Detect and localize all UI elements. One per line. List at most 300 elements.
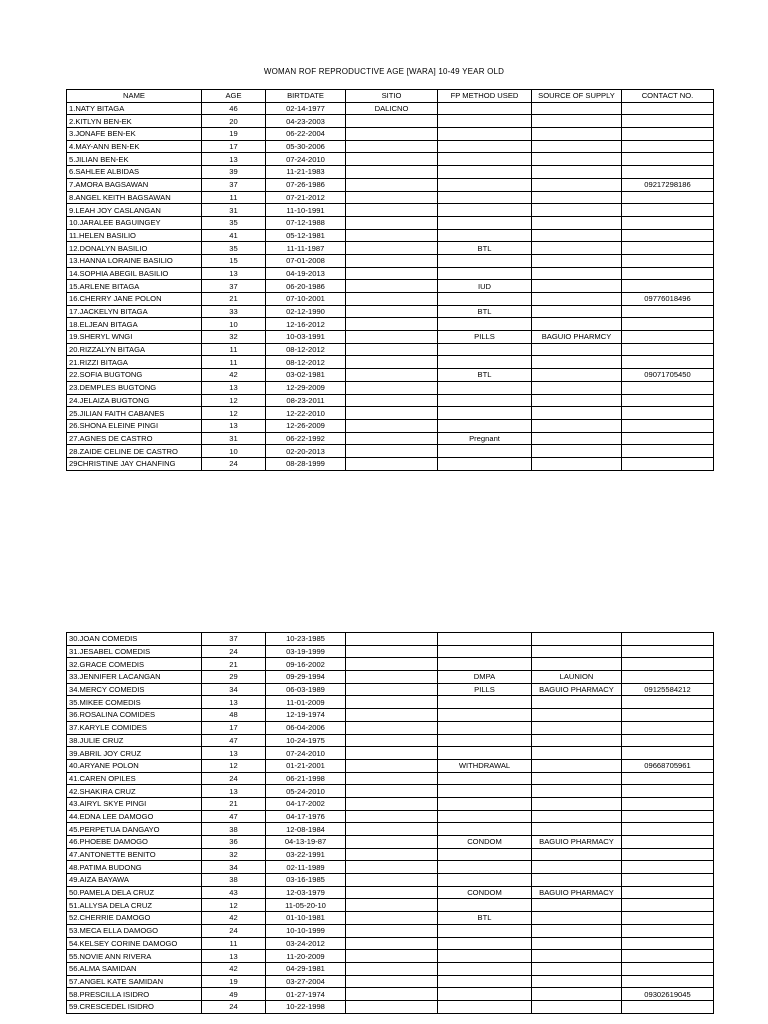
cell-source-of-supply: BAGUIO PHARMACY xyxy=(532,886,622,899)
cell-sitio xyxy=(346,432,438,445)
cell-contact-no: 09776018496 xyxy=(622,293,714,306)
cell-sitio xyxy=(346,178,438,191)
table-row xyxy=(67,153,714,166)
cell-source-of-supply xyxy=(532,696,622,709)
cell-age: 31 xyxy=(202,204,266,217)
cell-sitio xyxy=(346,696,438,709)
cell-contact-no xyxy=(622,975,714,988)
cell-sitio xyxy=(346,115,438,128)
cell-name: 54.KELSEY CORINE DAMOGO xyxy=(67,937,202,950)
cell-sitio xyxy=(346,772,438,785)
cell-age: 17 xyxy=(202,140,266,153)
cell-name: 23.DEMPLES BUGTONG xyxy=(67,381,202,394)
cell-age: 13 xyxy=(202,381,266,394)
table-row xyxy=(67,747,714,760)
cell-source-of-supply xyxy=(532,254,622,267)
cell-contact-no xyxy=(622,407,714,420)
table-row xyxy=(67,381,714,394)
cell-name: 7.AMORA BAGSAWAN xyxy=(67,178,202,191)
cell-name: 4.MAY-ANN BEN-EK xyxy=(67,140,202,153)
cell-contact-no xyxy=(622,1000,714,1013)
cell-sitio xyxy=(346,658,438,671)
cell-source-of-supply xyxy=(532,797,622,810)
table-row xyxy=(67,658,714,671)
cell-fp-method xyxy=(438,823,532,836)
cell-age: 13 xyxy=(202,785,266,798)
header-age: AGE xyxy=(202,90,266,103)
cell-source-of-supply xyxy=(532,280,622,293)
table-row xyxy=(67,191,714,204)
cell-fp-method xyxy=(438,721,532,734)
cell-age: 13 xyxy=(202,696,266,709)
cell-age: 17 xyxy=(202,721,266,734)
cell-source-of-supply xyxy=(532,407,622,420)
cell-birthdate: 06-21-1998 xyxy=(266,772,346,785)
cell-source-of-supply xyxy=(532,394,622,407)
cell-contact-no xyxy=(622,229,714,242)
cell-contact-no xyxy=(622,381,714,394)
cell-sitio: DALICNO xyxy=(346,102,438,115)
cell-fp-method: CONDOM xyxy=(438,886,532,899)
cell-fp-method xyxy=(438,962,532,975)
table-row xyxy=(67,254,714,267)
cell-source-of-supply xyxy=(532,810,622,823)
cell-name: 3.JONAFE BEN-EK xyxy=(67,128,202,141)
cell-source-of-supply xyxy=(532,899,622,912)
cell-fp-method xyxy=(438,381,532,394)
table-row xyxy=(67,823,714,836)
table-row xyxy=(67,419,714,432)
table-row xyxy=(67,1000,714,1013)
cell-age: 32 xyxy=(202,331,266,344)
cell-source-of-supply xyxy=(532,975,622,988)
cell-fp-method: DMPA xyxy=(438,671,532,684)
cell-contact-no xyxy=(622,242,714,255)
cell-contact-no xyxy=(622,823,714,836)
wara-table-page2 xyxy=(66,632,714,1014)
table-row xyxy=(67,343,714,356)
table-row xyxy=(67,861,714,874)
cell-name: 2.KITLYN BEN-EK xyxy=(67,115,202,128)
table-row xyxy=(67,924,714,937)
cell-fp-method xyxy=(438,797,532,810)
cell-age: 35 xyxy=(202,216,266,229)
cell-fp-method xyxy=(438,102,532,115)
cell-name: 48.PATIMA BUDONG xyxy=(67,861,202,874)
table-row xyxy=(67,671,714,684)
cell-name: 33.JENNIFER LACANGAN xyxy=(67,671,202,684)
cell-contact-no xyxy=(622,721,714,734)
cell-age: 21 xyxy=(202,797,266,810)
cell-age: 12 xyxy=(202,759,266,772)
cell-source-of-supply xyxy=(532,419,622,432)
table-row xyxy=(67,899,714,912)
cell-birthdate: 05-30-2006 xyxy=(266,140,346,153)
cell-age: 37 xyxy=(202,633,266,646)
cell-sitio xyxy=(346,633,438,646)
cell-fp-method xyxy=(438,734,532,747)
cell-age: 24 xyxy=(202,772,266,785)
cell-fp-method xyxy=(438,343,532,356)
header-birthdate: BIRTDATE xyxy=(266,90,346,103)
table-row xyxy=(67,128,714,141)
cell-contact-no xyxy=(622,128,714,141)
header-source-of-supply: SOURCE OF SUPPLY xyxy=(532,90,622,103)
cell-source-of-supply xyxy=(532,785,622,798)
cell-fp-method xyxy=(438,394,532,407)
cell-name: 21.RIZZI BITAGA xyxy=(67,356,202,369)
cell-fp-method xyxy=(438,1000,532,1013)
cell-sitio xyxy=(346,721,438,734)
cell-age: 34 xyxy=(202,683,266,696)
cell-sitio xyxy=(346,419,438,432)
cell-name: 36.ROSALINA COMIDES xyxy=(67,709,202,722)
cell-sitio xyxy=(346,229,438,242)
cell-sitio xyxy=(346,191,438,204)
cell-sitio xyxy=(346,899,438,912)
cell-birthdate: 11-21-1983 xyxy=(266,166,346,179)
table-row xyxy=(67,734,714,747)
cell-fp-method xyxy=(438,191,532,204)
cell-name: 27.AGNES DE CASTRO xyxy=(67,432,202,445)
cell-name: 11.HELEN BASILIO xyxy=(67,229,202,242)
cell-age: 38 xyxy=(202,823,266,836)
cell-name: 18.ELJEAN BITAGA xyxy=(67,318,202,331)
cell-source-of-supply xyxy=(532,343,622,356)
cell-age: 11 xyxy=(202,191,266,204)
cell-name: 49.AIZA BAYAWA xyxy=(67,874,202,887)
cell-birthdate: 12-16-2012 xyxy=(266,318,346,331)
cell-age: 46 xyxy=(202,102,266,115)
cell-fp-method: PILLS xyxy=(438,331,532,344)
cell-contact-no xyxy=(622,343,714,356)
cell-contact-no xyxy=(622,267,714,280)
cell-name: 19.SHERYL WNGI xyxy=(67,331,202,344)
cell-source-of-supply: BAGUIO PHARMACY xyxy=(532,683,622,696)
cell-sitio xyxy=(346,645,438,658)
cell-contact-no xyxy=(622,810,714,823)
cell-contact-no xyxy=(622,191,714,204)
cell-birthdate: 03-27-2004 xyxy=(266,975,346,988)
table-row xyxy=(67,962,714,975)
cell-fp-method xyxy=(438,709,532,722)
cell-age: 36 xyxy=(202,836,266,849)
cell-name: 39.ABRIL JOY CRUZ xyxy=(67,747,202,760)
cell-fp-method xyxy=(438,457,532,470)
cell-name: 1.NATY BITAGA xyxy=(67,102,202,115)
cell-sitio xyxy=(346,912,438,925)
cell-birthdate: 12-22-2010 xyxy=(266,407,346,420)
cell-contact-no xyxy=(622,658,714,671)
cell-contact-no xyxy=(622,445,714,458)
cell-name: 52.CHERRIE DAMOGO xyxy=(67,912,202,925)
cell-source-of-supply xyxy=(532,937,622,950)
cell-name: 26.SHONA ELEINE PINGI xyxy=(67,419,202,432)
cell-name: 29CHRISTINE JAY CHANFING xyxy=(67,457,202,470)
table-row xyxy=(67,432,714,445)
cell-fp-method xyxy=(438,115,532,128)
cell-birthdate: 04-13-19-87 xyxy=(266,836,346,849)
cell-source-of-supply xyxy=(532,293,622,306)
cell-source-of-supply xyxy=(532,102,622,115)
cell-name: 55.NOVIE ANN RIVERA xyxy=(67,950,202,963)
cell-fp-method xyxy=(438,633,532,646)
table-row xyxy=(67,178,714,191)
cell-contact-no xyxy=(622,924,714,937)
cell-sitio xyxy=(346,128,438,141)
cell-fp-method: BTL xyxy=(438,242,532,255)
cell-source-of-supply xyxy=(532,1000,622,1013)
cell-fp-method xyxy=(438,658,532,671)
cell-fp-method: IUD xyxy=(438,280,532,293)
cell-contact-no xyxy=(622,950,714,963)
table-row xyxy=(67,140,714,153)
wara-table-page1 xyxy=(66,89,714,471)
cell-name: 14.SOPHIA ABEGIL BASILIO xyxy=(67,267,202,280)
cell-name: 58.PRESCILLA ISIDRO xyxy=(67,988,202,1001)
cell-source-of-supply xyxy=(532,772,622,785)
cell-contact-no xyxy=(622,204,714,217)
cell-source-of-supply: LAUNION xyxy=(532,671,622,684)
cell-birthdate: 03-24-2012 xyxy=(266,937,346,950)
table-row xyxy=(67,305,714,318)
cell-name: 47.ANTONETTE BENITO xyxy=(67,848,202,861)
cell-fp-method xyxy=(438,318,532,331)
cell-sitio xyxy=(346,683,438,696)
cell-source-of-supply xyxy=(532,204,622,217)
cell-name: 8.ANGEL KEITH BAGSAWAN xyxy=(67,191,202,204)
cell-source-of-supply xyxy=(532,823,622,836)
cell-contact-no xyxy=(622,848,714,861)
cell-sitio xyxy=(346,166,438,179)
cell-sitio xyxy=(346,962,438,975)
cell-source-of-supply xyxy=(532,950,622,963)
cell-contact-no xyxy=(622,305,714,318)
cell-contact-no xyxy=(622,785,714,798)
cell-fp-method xyxy=(438,216,532,229)
cell-age: 19 xyxy=(202,975,266,988)
cell-name: 43.AIRYL SKYE PINGI xyxy=(67,797,202,810)
cell-contact-no xyxy=(622,962,714,975)
table-row xyxy=(67,988,714,1001)
cell-sitio xyxy=(346,267,438,280)
cell-contact-no: 09071705450 xyxy=(622,369,714,382)
cell-source-of-supply: BAGUIO PHARMCY xyxy=(532,331,622,344)
cell-sitio xyxy=(346,293,438,306)
cell-name: 25.JILIAN FAITH CABANES xyxy=(67,407,202,420)
cell-source-of-supply xyxy=(532,924,622,937)
table-row xyxy=(67,115,714,128)
cell-sitio xyxy=(346,861,438,874)
cell-fp-method: PILLS xyxy=(438,683,532,696)
cell-source-of-supply xyxy=(532,988,622,1001)
table-row xyxy=(67,293,714,306)
cell-age: 11 xyxy=(202,343,266,356)
cell-age: 34 xyxy=(202,861,266,874)
cell-source-of-supply xyxy=(532,962,622,975)
table-row xyxy=(67,242,714,255)
table-row xyxy=(67,407,714,420)
cell-fp-method: BTL xyxy=(438,912,532,925)
cell-fp-method xyxy=(438,254,532,267)
cell-birthdate: 07-24-2010 xyxy=(266,747,346,760)
cell-contact-no xyxy=(622,886,714,899)
cell-age: 10 xyxy=(202,318,266,331)
cell-birthdate: 11-11-1987 xyxy=(266,242,346,255)
cell-contact-no xyxy=(622,709,714,722)
cell-name: 30.JOAN COMEDIS xyxy=(67,633,202,646)
cell-fp-method xyxy=(438,356,532,369)
cell-age: 13 xyxy=(202,747,266,760)
cell-source-of-supply xyxy=(532,721,622,734)
table-row xyxy=(67,886,714,899)
cell-contact-no xyxy=(622,874,714,887)
cell-sitio xyxy=(346,153,438,166)
cell-birthdate: 11-10-1991 xyxy=(266,204,346,217)
table-row xyxy=(67,937,714,950)
cell-age: 24 xyxy=(202,1000,266,1013)
cell-birthdate: 07-12-1988 xyxy=(266,216,346,229)
cell-source-of-supply xyxy=(532,242,622,255)
table-row xyxy=(67,874,714,887)
cell-birthdate: 06-04-2006 xyxy=(266,721,346,734)
cell-age: 43 xyxy=(202,886,266,899)
cell-fp-method xyxy=(438,988,532,1001)
cell-name: 9.LEAH JOY CASLANGAN xyxy=(67,204,202,217)
cell-source-of-supply xyxy=(532,305,622,318)
cell-birthdate: 04-23-2003 xyxy=(266,115,346,128)
cell-birthdate: 08-28-1999 xyxy=(266,457,346,470)
cell-fp-method xyxy=(438,445,532,458)
cell-birthdate: 04-17-2002 xyxy=(266,797,346,810)
table-row xyxy=(67,331,714,344)
cell-fp-method xyxy=(438,899,532,912)
cell-sitio xyxy=(346,937,438,950)
cell-birthdate: 12-08-1984 xyxy=(266,823,346,836)
cell-source-of-supply xyxy=(532,861,622,874)
cell-name: 34.MERCY COMEDIS xyxy=(67,683,202,696)
header-name: NAME xyxy=(67,90,202,103)
cell-sitio xyxy=(346,810,438,823)
cell-age: 13 xyxy=(202,153,266,166)
cell-sitio xyxy=(346,785,438,798)
cell-fp-method xyxy=(438,204,532,217)
cell-fp-method xyxy=(438,874,532,887)
cell-sitio xyxy=(346,356,438,369)
cell-source-of-supply xyxy=(532,457,622,470)
cell-age: 15 xyxy=(202,254,266,267)
cell-age: 35 xyxy=(202,242,266,255)
cell-age: 42 xyxy=(202,962,266,975)
cell-name: 59.CRESCEDEL ISIDRO xyxy=(67,1000,202,1013)
cell-age: 47 xyxy=(202,810,266,823)
cell-fp-method xyxy=(438,772,532,785)
cell-age: 12 xyxy=(202,407,266,420)
cell-fp-method: WITHDRAWAL xyxy=(438,759,532,772)
cell-age: 10 xyxy=(202,445,266,458)
cell-sitio xyxy=(346,975,438,988)
cell-birthdate: 10-23-1985 xyxy=(266,633,346,646)
cell-birthdate: 06-22-2004 xyxy=(266,128,346,141)
cell-contact-no xyxy=(622,153,714,166)
cell-contact-no xyxy=(622,937,714,950)
cell-sitio xyxy=(346,216,438,229)
table-row xyxy=(67,645,714,658)
cell-fp-method xyxy=(438,178,532,191)
cell-fp-method xyxy=(438,267,532,280)
cell-contact-no xyxy=(622,645,714,658)
cell-age: 37 xyxy=(202,178,266,191)
table-row xyxy=(67,457,714,470)
cell-birthdate: 07-01-2008 xyxy=(266,254,346,267)
cell-name: 40.ARYANE POLON xyxy=(67,759,202,772)
cell-sitio xyxy=(346,242,438,255)
cell-sitio xyxy=(346,924,438,937)
cell-source-of-supply xyxy=(532,318,622,331)
cell-birthdate: 10-22-1998 xyxy=(266,1000,346,1013)
cell-sitio xyxy=(346,305,438,318)
cell-contact-no xyxy=(622,280,714,293)
cell-fp-method: BTL xyxy=(438,305,532,318)
cell-contact-no xyxy=(622,254,714,267)
cell-sitio xyxy=(346,381,438,394)
cell-birthdate: 07-21-2012 xyxy=(266,191,346,204)
cell-birthdate: 04-17-1976 xyxy=(266,810,346,823)
cell-birthdate: 09-16-2002 xyxy=(266,658,346,671)
cell-source-of-supply xyxy=(532,166,622,179)
cell-sitio xyxy=(346,343,438,356)
cell-fp-method xyxy=(438,419,532,432)
cell-fp-method xyxy=(438,975,532,988)
cell-source-of-supply xyxy=(532,734,622,747)
cell-name: 56.ALMA SAMIDAN xyxy=(67,962,202,975)
cell-name: 46.PHOEBE DAMOGO xyxy=(67,836,202,849)
cell-sitio xyxy=(346,759,438,772)
cell-name: 38.JULIE CRUZ xyxy=(67,734,202,747)
cell-contact-no xyxy=(622,432,714,445)
cell-age: 33 xyxy=(202,305,266,318)
cell-age: 32 xyxy=(202,848,266,861)
cell-contact-no xyxy=(622,115,714,128)
cell-age: 47 xyxy=(202,734,266,747)
cell-birthdate: 03-19-1999 xyxy=(266,645,346,658)
cell-sitio xyxy=(346,734,438,747)
cell-contact-no xyxy=(622,331,714,344)
cell-birthdate: 08-12-2012 xyxy=(266,343,346,356)
table-row xyxy=(67,810,714,823)
cell-name: 5.JILIAN BEN-EK xyxy=(67,153,202,166)
cell-contact-no xyxy=(622,457,714,470)
cell-contact-no: 09668705961 xyxy=(622,759,714,772)
cell-contact-no xyxy=(622,861,714,874)
cell-fp-method xyxy=(438,293,532,306)
cell-age: 11 xyxy=(202,356,266,369)
cell-contact-no xyxy=(622,394,714,407)
cell-age: 39 xyxy=(202,166,266,179)
cell-birthdate: 10-10-1999 xyxy=(266,924,346,937)
cell-name: 57.ANGEL KATE SAMIDAN xyxy=(67,975,202,988)
cell-source-of-supply xyxy=(532,645,622,658)
cell-birthdate: 07-26-1986 xyxy=(266,178,346,191)
cell-birthdate: 04-29-1981 xyxy=(266,962,346,975)
cell-birthdate: 04-19-2013 xyxy=(266,267,346,280)
cell-birthdate: 12-26-2009 xyxy=(266,419,346,432)
cell-contact-no: 09217298186 xyxy=(622,178,714,191)
cell-sitio xyxy=(346,140,438,153)
cell-birthdate: 05-12-1981 xyxy=(266,229,346,242)
cell-age: 37 xyxy=(202,280,266,293)
cell-sitio xyxy=(346,394,438,407)
